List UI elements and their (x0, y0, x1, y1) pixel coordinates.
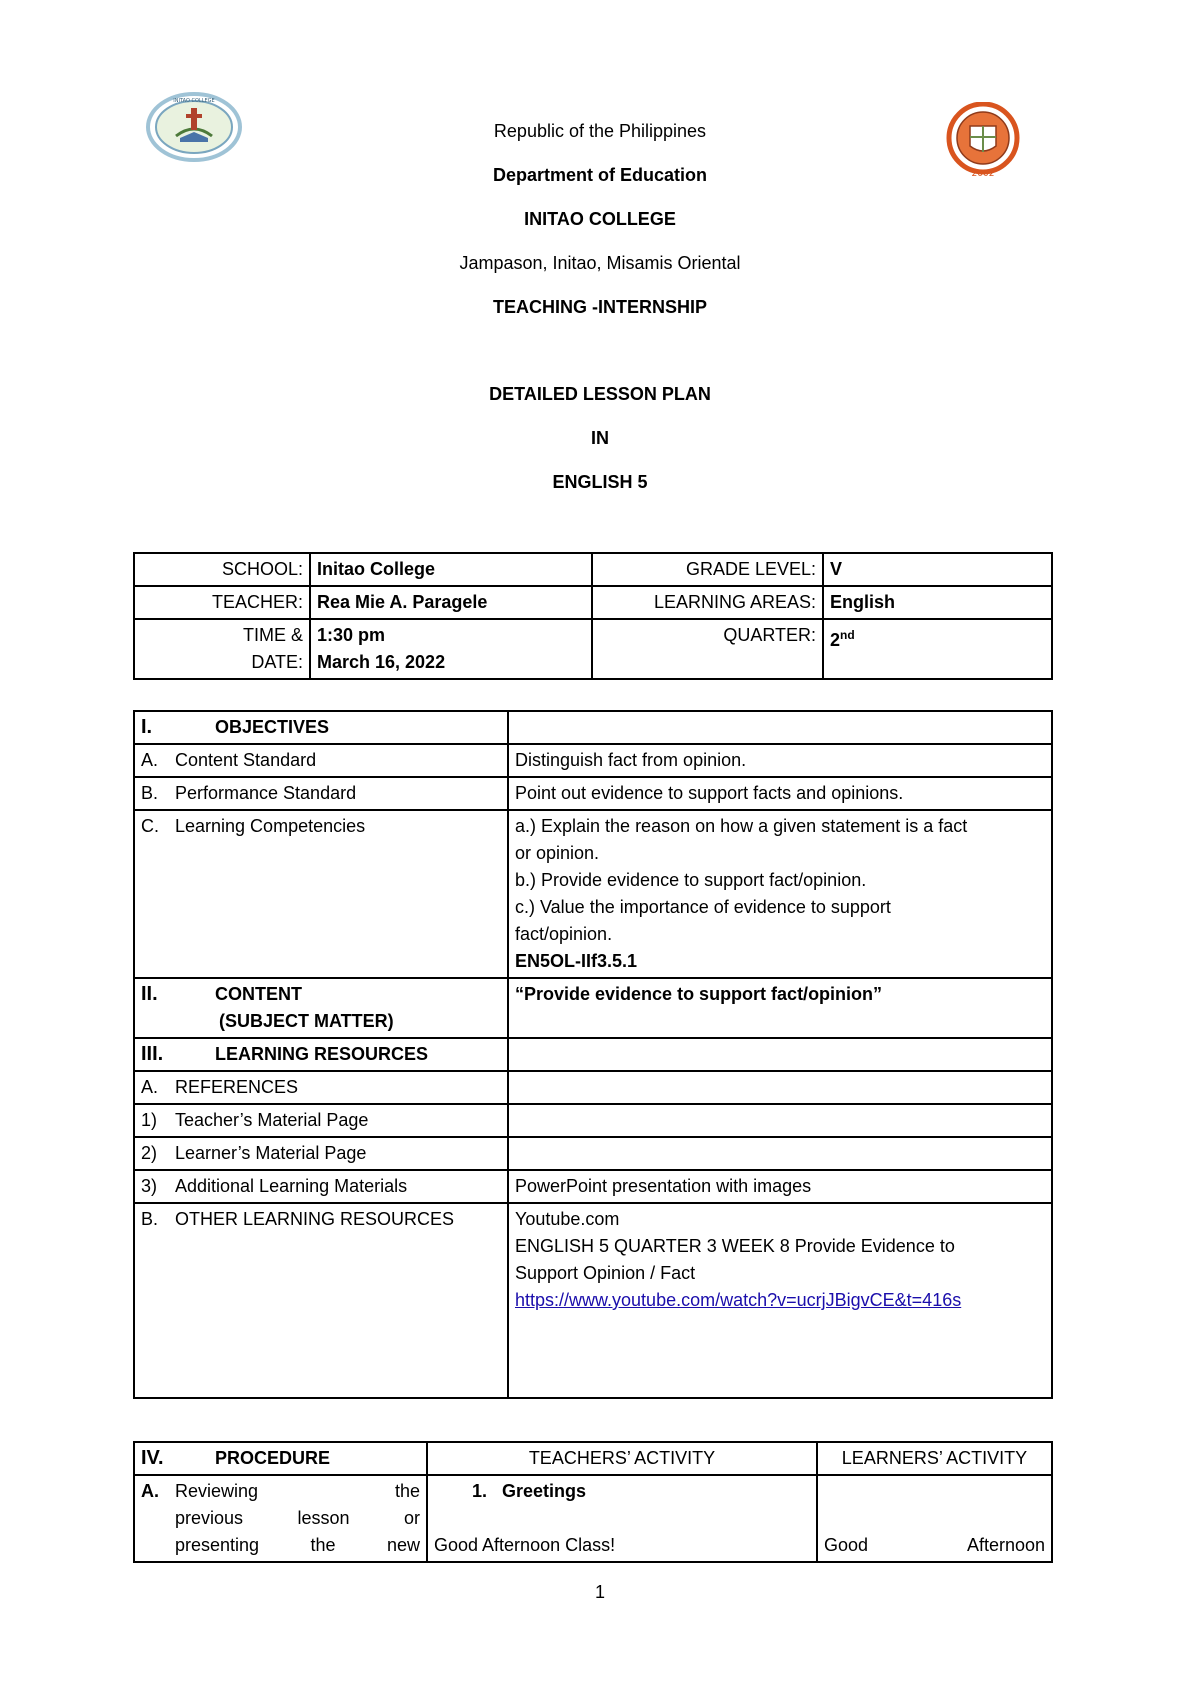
section-number: I. (141, 716, 153, 738)
procedure-step-cell (134, 1475, 427, 1562)
empty-cell (508, 1038, 1052, 1071)
grade-level-label: GRADE LEVEL: (592, 553, 823, 586)
program-line: TEACHING -INTERNSHIP (492, 297, 707, 317)
learning-competencies-cell (134, 810, 508, 978)
step-word: the (310, 1535, 336, 1555)
table-row (134, 777, 1052, 810)
learners-activity-header: LEARNERS’ ACTIVITY (817, 1442, 1052, 1475)
item-letter: A. (141, 1077, 159, 1097)
references-cell (134, 1071, 508, 1104)
performance-standard-label: Performance Standard (175, 783, 357, 803)
department-line: Department of Education (492, 165, 707, 185)
table-row (134, 1203, 1052, 1398)
school-label: SCHOOL: (134, 553, 310, 586)
procedure-table (133, 1441, 1053, 1563)
time-value: 1:30 pm (317, 625, 386, 645)
table-row (134, 586, 1052, 619)
competency-line: fact/opinion. (515, 924, 613, 944)
date-label: DATE: (251, 652, 303, 672)
performance-standard-value: Point out evidence to support facts and opinions. (508, 777, 1052, 810)
step-word: previous (175, 1508, 244, 1528)
objectives-heading (134, 711, 508, 744)
other-resources-value (508, 1203, 1052, 1398)
table-row (134, 553, 1052, 586)
section-title: OBJECTIVES (215, 717, 330, 737)
competency-line: or opinion. (515, 843, 600, 863)
empty-cell (508, 1104, 1052, 1137)
section-number: II. (141, 983, 158, 1005)
learners-activity-cell (817, 1475, 1052, 1562)
time-date-value (310, 619, 592, 679)
competency-line: b.) Provide evidence to support fact/opinion. (515, 870, 867, 890)
content-heading (134, 978, 508, 1038)
content-standard-value: Distinguish fact from opinion. (508, 744, 1052, 777)
step-word: the (394, 1481, 420, 1501)
item-letter: A. (141, 1481, 159, 1501)
title-line-1: DETAILED LESSON PLAN (489, 384, 711, 404)
step-word: presenting (175, 1535, 260, 1555)
content-standard-cell (134, 744, 508, 777)
learning-areas-value: English (823, 586, 1052, 619)
teachers-material-cell (134, 1104, 508, 1137)
item-number: 3) (141, 1176, 158, 1196)
teachers-activity-header: TEACHERS’ ACTIVITY (427, 1442, 817, 1475)
youtube-link[interactable]: https://www.youtube.com/watch?v=ucrjJBigvCE&t=416s (515, 1290, 962, 1310)
performance-standard-cell (134, 777, 508, 810)
learning-competencies-value (508, 810, 1052, 978)
resource-line: ENGLISH 5 QUARTER 3 WEEK 8 Provide Evidence to (515, 1236, 955, 1256)
section-subtitle: (SUBJECT MATTER) (219, 1011, 394, 1031)
college-line: INITAO COLLEGE (524, 209, 676, 229)
table-row (134, 1104, 1052, 1137)
section-number: III. (141, 1043, 164, 1065)
learning-competencies-label: Learning Competencies (175, 816, 366, 836)
learning-areas-label: LEARNING AREAS: (592, 586, 823, 619)
table-row (134, 1038, 1052, 1071)
teachers-activity-cell (427, 1475, 817, 1562)
learners-material-label: Learner’s Material Page (175, 1143, 367, 1163)
competency-line: c.) Value the importance of evidence to support (515, 897, 891, 917)
item-number: 2) (141, 1143, 158, 1163)
other-resources-label: OTHER LEARNING RESOURCES (175, 1209, 455, 1229)
empty-cell (508, 1071, 1052, 1104)
content-value: “Provide evidence to support fact/opinion” (508, 978, 1052, 1038)
teacher-greeting: Good Afternoon Class! (434, 1535, 616, 1555)
learner-greeting-word: Afternoon (966, 1535, 1045, 1555)
competency-line: a.) Explain the reason on how a given statement is a fact (515, 816, 968, 836)
time-label: TIME & (242, 625, 303, 645)
table-row (134, 810, 1052, 978)
other-resources-cell (134, 1203, 508, 1398)
lesson-info-table (133, 552, 1053, 680)
item-letter: B. (141, 1209, 159, 1229)
address-line: Jampason, Initao, Misamis Oriental (459, 253, 741, 273)
teachers-material-label: Teacher’s Material Page (175, 1110, 369, 1130)
learners-material-cell (134, 1137, 508, 1170)
logo-right-year: 2002 (971, 169, 995, 178)
section-title: PROCEDURE (215, 1448, 331, 1468)
table-row (134, 1071, 1052, 1104)
step-word: lesson (297, 1508, 350, 1528)
item-letter: A. (141, 750, 159, 770)
item-letter: C. (141, 816, 159, 836)
table-row (134, 1170, 1052, 1203)
step-word: new (386, 1535, 420, 1555)
greeting-number: 1. (472, 1481, 488, 1501)
additional-materials-value: PowerPoint presentation with images (508, 1170, 1052, 1203)
step-word: Reviewing (175, 1481, 259, 1501)
quarter-value-cell (823, 619, 1052, 679)
step-word: or (403, 1508, 420, 1528)
resource-line: Support Opinion / Fact (515, 1263, 696, 1283)
greeting-title: Greetings (502, 1481, 587, 1501)
table-row (134, 744, 1052, 777)
additional-materials-cell (134, 1170, 508, 1203)
competency-code: EN5OL-IIf3.5.1 (515, 951, 638, 971)
objectives-table (133, 710, 1053, 1399)
section-title: LEARNING RESOURCES (215, 1044, 429, 1064)
references-label: REFERENCES (175, 1077, 299, 1097)
table-row (134, 1442, 1052, 1475)
table-row (134, 1475, 1052, 1562)
country-line: Republic of the Philippines (493, 121, 707, 141)
table-row (134, 711, 1052, 744)
section-title: CONTENT (215, 984, 302, 1004)
section-number: IV. (141, 1447, 164, 1469)
title-line-3: ENGLISH 5 (552, 472, 648, 492)
title-line-2: IN (591, 428, 609, 448)
table-row (134, 978, 1052, 1038)
learning-resources-heading (134, 1038, 508, 1071)
resource-line: Youtube.com (515, 1209, 620, 1229)
empty-cell (508, 1137, 1052, 1170)
additional-materials-label: Additional Learning Materials (175, 1176, 408, 1196)
table-row (134, 1137, 1052, 1170)
logo-left-text: INITAO COLLEGE (173, 98, 215, 104)
learner-greeting-word: Good (824, 1535, 869, 1555)
teacher-value: Rea Mie A. Paragele (310, 586, 592, 619)
teacher-label: TEACHER: (134, 586, 310, 619)
table-row (134, 619, 1052, 679)
procedure-heading (134, 1442, 427, 1475)
item-letter: B. (141, 783, 159, 803)
time-date-label (134, 619, 310, 679)
quarter-ordinal: nd (840, 628, 855, 642)
school-value: Initao College (310, 553, 592, 586)
quarter-value: 2 (830, 630, 841, 650)
empty-cell (508, 711, 1052, 744)
page-number: 1 (594, 1582, 605, 1602)
date-value: March 16, 2022 (317, 652, 446, 672)
quarter-label: QUARTER: (592, 619, 823, 679)
item-number: 1) (141, 1110, 158, 1130)
content-standard-label: Content Standard (175, 750, 317, 770)
grade-level-value: V (823, 553, 1052, 586)
